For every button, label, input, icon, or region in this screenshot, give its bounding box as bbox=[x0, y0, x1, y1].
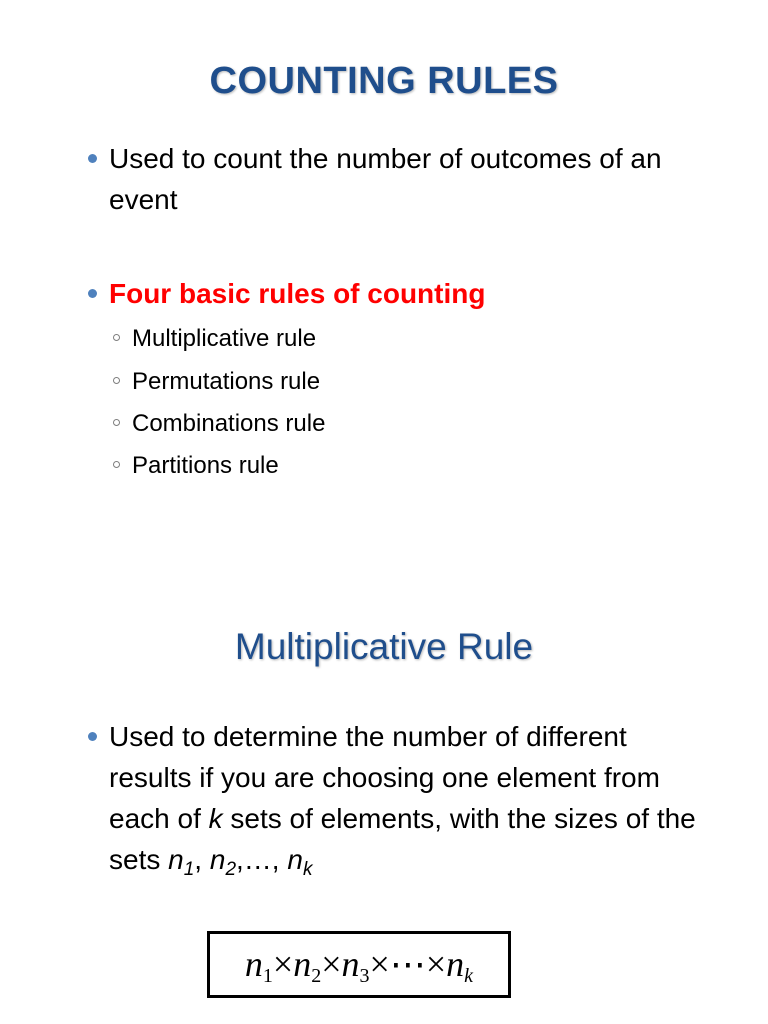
bullet-dot-icon bbox=[88, 732, 97, 741]
bullet-item bbox=[88, 716, 708, 880]
slide-title: COUNTING RULES bbox=[209, 60, 559, 102]
bullet-item-highlighted bbox=[88, 273, 708, 314]
ring-bullet-icon bbox=[113, 377, 120, 384]
bullet-dot-icon bbox=[88, 289, 97, 298]
sub-bullet-text: Combinations rule bbox=[132, 410, 326, 437]
ring-bullet-icon bbox=[113, 461, 120, 468]
sub-bullet-item bbox=[113, 409, 325, 439]
bullet-text: Used to count the number of outcomes of an event bbox=[109, 143, 662, 215]
sub-bullet-text: Multiplicative rule bbox=[132, 325, 317, 352]
ring-bullet-icon bbox=[113, 419, 120, 426]
sub-bullet-text: Permutations rule bbox=[132, 368, 321, 395]
sub-bullet-item bbox=[113, 451, 279, 481]
bullet-dot-icon bbox=[88, 154, 97, 163]
bullet-text: Used to determine the number of different results if you are choosing one element from each of k sets of elements, with the sizes of the sets $n_1$, $n_2,\dots$, $n_k$ bbox=[109, 721, 696, 880]
bullet-item bbox=[88, 138, 708, 220]
bullet-text: Four basic rules of counting bbox=[109, 278, 486, 309]
sub-bullet-item bbox=[113, 367, 320, 397]
ring-bullet-icon bbox=[113, 334, 120, 341]
slide-title: Multiplicative Rule bbox=[234, 626, 534, 667]
sub-bullet-text: Partitions rule bbox=[132, 452, 279, 479]
formula-box: $n_1\times n_2\times n_3\times\cdots\times n_k$ bbox=[207, 931, 511, 998]
sub-bullet-item bbox=[113, 324, 316, 354]
